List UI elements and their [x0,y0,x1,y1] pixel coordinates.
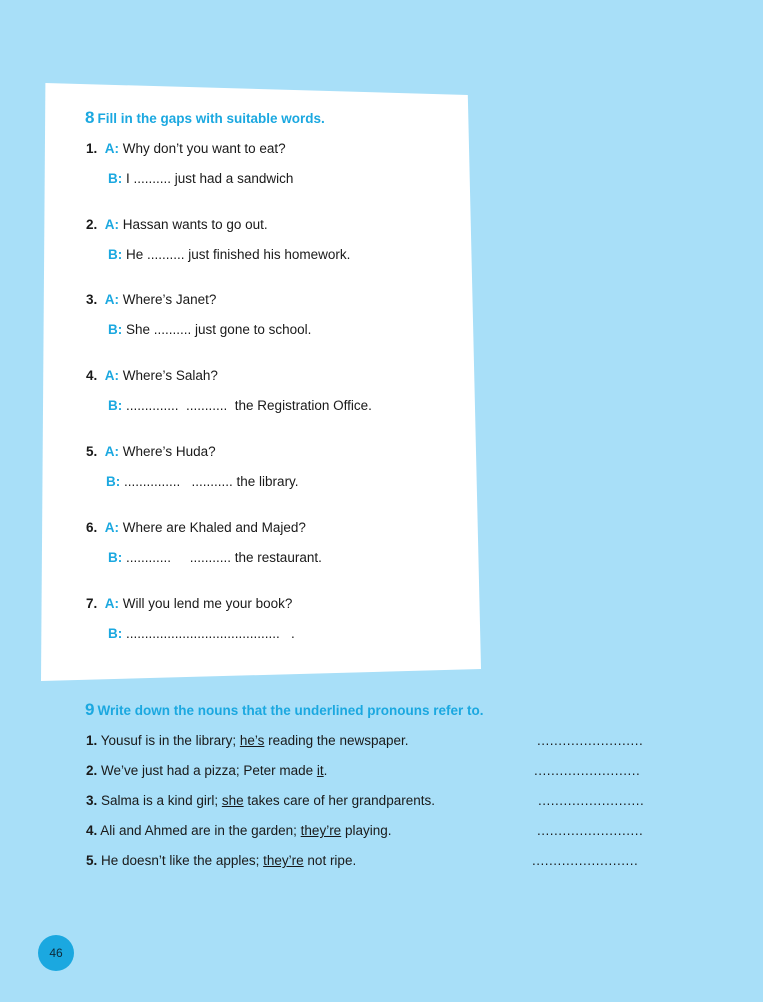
q1-number: 1. [86,141,98,156]
q2-a-line [86,217,268,232]
exercise-8-title: Fill in the gaps with suitable words. [97,111,325,126]
speaker-a-label: A: [104,368,120,383]
speaker-a-label: A: [104,444,120,459]
q6-b-line [108,550,322,565]
q1-b-text: I .......... just had a sandwich [126,171,294,186]
speaker-b-label: B: [108,398,123,413]
q4-b-line [108,398,372,413]
s9-item-text: Salma is a kind girl; [101,793,222,808]
q6-a-text: Where are Khaled and Majed? [122,520,306,535]
s9-item-number: 4. [86,823,98,838]
q7-a-line [86,596,292,611]
s9-item-number: 1. [86,733,98,748]
s9-item-text: playing. [341,823,392,838]
s9-item-text: We’ve just had a pizza; Peter made [101,763,317,778]
underlined-pronoun: she [221,793,244,808]
answer-blank[interactable]: ......................... [537,823,644,838]
speaker-b-label: B: [108,626,123,641]
q1-b-line [108,171,293,186]
answer-blank[interactable]: ......................... [534,763,641,778]
q3-b-line [108,322,311,337]
q3-a-line [86,292,216,307]
answer-blank[interactable]: ......................... [537,733,644,748]
q7-a-text: Will you lend me your book? [122,596,293,611]
q2-b-line [108,247,350,262]
answer-blank[interactable]: ......................... [538,793,645,808]
s9-item-4 [86,823,392,838]
speaker-b-label: B: [108,550,123,565]
speaker-b-label: B: [108,322,123,337]
q4-number: 4. [86,368,98,383]
q3-number: 3. [86,292,98,307]
s9-item-text: not ripe. [303,853,357,868]
s9-item-2 [86,763,327,778]
q5-number: 5. [86,444,98,459]
q7-number: 7. [86,596,98,611]
s9-item-number: 5. [86,853,98,868]
q3-a-text: Where’s Janet? [122,292,217,307]
answer-blank[interactable]: ......................... [532,853,639,868]
q4-a-text: Where’s Salah? [122,368,218,383]
underlined-pronoun: he’s [239,733,265,748]
q5-a-text: Where’s Huda? [122,444,216,459]
q5-a-line [86,444,216,459]
s9-item-5 [86,853,356,868]
q5-b-line [106,474,299,489]
q6-a-line [86,520,306,535]
speaker-a-label: A: [104,596,120,611]
exercise-9-heading [85,700,483,720]
q2-number: 2. [86,217,98,232]
q7-b-line [108,626,295,641]
underlined-pronoun: it [316,763,324,778]
q6-number: 6. [86,520,98,535]
speaker-a-label: A: [104,292,120,307]
exercise-9-number: 9 [85,700,95,719]
q1-a-line [86,141,286,156]
s9-item-text: He doesn’t like the apples; [101,853,264,868]
s9-item-text: Ali and Ahmed are in the garden; [100,823,301,838]
exercise-8-number: 8 [85,108,95,127]
s9-item-text: takes care of her grandparents. [243,793,435,808]
s9-item-3 [86,793,435,808]
speaker-b-label: B: [106,474,121,489]
exercise-9-title: Write down the nouns that the underlined pronouns refer to. [97,703,484,718]
q3-b-text: She .......... just gone to school. [126,322,312,337]
underlined-pronoun: they’re [300,823,342,838]
speaker-a-label: A: [104,217,120,232]
q5-b-text: ............... ........... the library. [124,474,299,489]
q1-a-text: Why don’t you want to eat? [122,141,286,156]
s9-item-text: . [323,763,328,778]
speaker-a-label: A: [104,520,120,535]
speaker-a-label: A: [104,141,120,156]
q4-b-text: .............. ........... the Registration Office. [126,398,372,413]
underlined-pronoun: they’re [263,853,304,868]
q6-b-text: ............ ........... the restaurant. [126,550,322,565]
s9-item-number: 3. [86,793,98,808]
s9-item-text: reading the newspaper. [264,733,409,748]
q2-a-text: Hassan wants to go out. [122,217,268,232]
s9-item-text: Yousuf is in the library; [100,733,240,748]
q2-b-text: He .......... just finished his homework. [126,247,351,262]
q4-a-line [86,368,218,383]
page-number-badge: 46 [38,935,74,971]
speaker-b-label: B: [108,171,123,186]
s9-item-1 [86,733,409,748]
q7-b-text: ......................................... . [126,626,295,641]
speaker-b-label: B: [108,247,123,262]
exercise-8-heading [85,108,325,128]
s9-item-number: 2. [86,763,98,778]
